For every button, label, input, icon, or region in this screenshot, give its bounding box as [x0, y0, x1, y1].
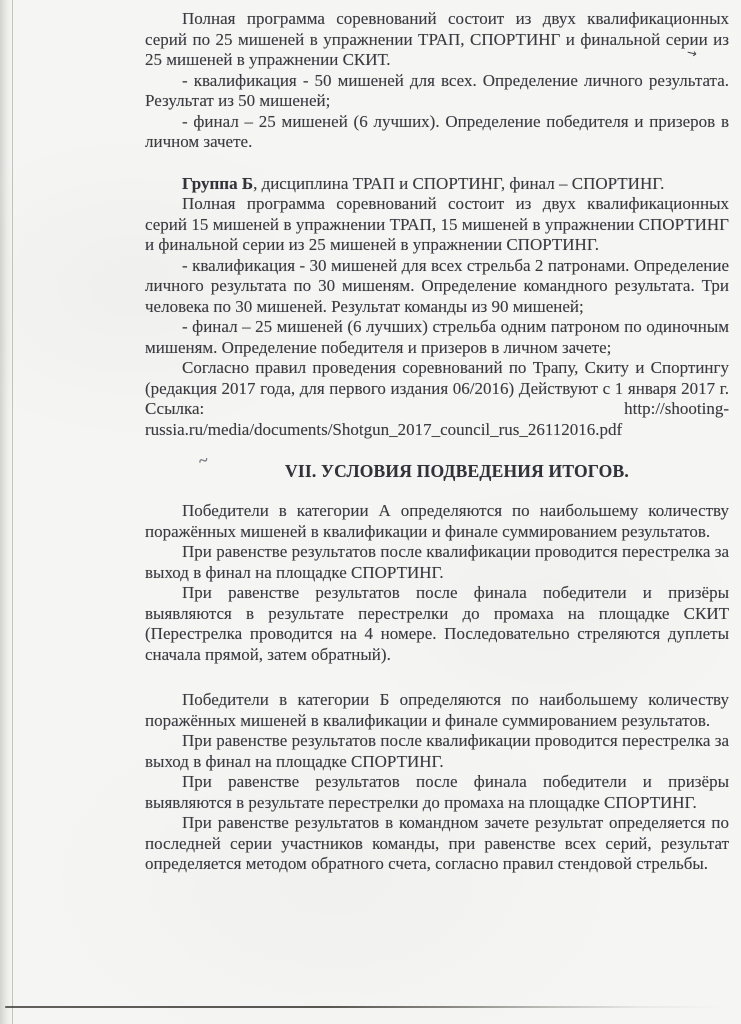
paragraph-tie-qualification-a: При равенстве результатов после квалификации проводится перестрелка за выход в финал на площадке СПОРТИНГ.	[145, 542, 729, 582]
group-b-label: Группа Б	[182, 173, 254, 193]
paragraph-qualification-group-a: - квалификация - 50 мишеней для всех. Определение личного результата. Результат из 50 мишеней;	[145, 70, 729, 110]
paragraph-winners-category-b: Победители в категории Б определяются по наибольшему количеству поражённых мишеней в квалификации и финале суммированием результатов.	[145, 690, 729, 730]
pen-squiggle-mark: ~	[197, 450, 210, 471]
paragraph-tie-final-a: При равенстве результатов после финала победители и призёры выявляются в результате перестрелки до промаха на площадке СКИТ (Перестрелка проводится на 4 номере. Последовательно стреляются дуплеты сначала прямой, затем обратный).	[145, 583, 729, 664]
paragraph-qualification-group-b: - квалификация - 30 мишеней для всех стрельба 2 патронами. Определение личного результата по 30 мишеням. Определение командного результата. Три человека по 30 мишеней. Результат команды из 90 мишеней;	[145, 255, 729, 316]
paragraph-tie-qualification-b: При равенстве результатов после квалификации проводится перестрелка за выход в финал на площадке СПОРТИНГ.	[145, 731, 729, 771]
paragraph-program-group-a: Полная программа соревнований состоит из двух квалификационных серий по 25 мишеней в упражнении ТРАП, СПОРТИНГ и финальной серии из 25 мишеней в упражнении СКИТ.	[145, 9, 729, 69]
scan-edge-shadow	[0, 0, 13, 1024]
section-vii-heading: VII. УСЛОВИЯ ПОДВЕДЕНИЯ ИТОГОВ.	[285, 461, 629, 481]
scan-bottom-edge-line	[5, 1006, 723, 1008]
paragraph-winners-category-a: Победители в категории А определяются по наибольшему количеству поражённых мишеней в квалификации и финале суммированием результатов.	[145, 501, 729, 541]
group-b-title-rest: , дисциплина ТРАП и СПОРТИНГ, финал – СПОРТИНГ.	[253, 173, 665, 193]
paragraph-tie-final-b: При равенстве результатов после финала победители и призёры выявляются в результате перестрелки до промаха на площадке СПОРТИНГ.	[145, 772, 729, 812]
group-b-title	[145, 174, 729, 195]
document-text	[145, 9, 729, 875]
paragraph-program-group-b: Полная программа соревнований состоит из двух квалификационных серий 15 мишеней в упражнении ТРАП, 15 мишеней в упражнении СПОРТИНГ и финальной серии из 25 мишеней в упражнении СПОРТИНГ.	[145, 194, 729, 254]
paragraph-team-tie-rule: При равенстве результатов в командном зачете результат определяется по последней серии участников команды, при равенстве всех серий, результат определяется методом обратного счета, согласно правил стендовой стрельбы.	[145, 813, 729, 873]
paragraph-rules-reference-link: Согласно правил проведения соревнований по Трапу, Скиту и Спортингу (редакция 2017 года, для первого издания 06/2016) Действуют с 1 января 2017 г. Ссылка: http://shooting-russia.ru/media/documents/Shotgun_2017_council_rus_26112016.pdf	[145, 358, 729, 439]
paragraph-final-group-a: - финал – 25 мишеней (6 лучших). Определение победителя и призеров в личном зачете.	[145, 111, 729, 151]
paragraph-final-group-b: - финал – 25 мишеней (6 лучших) стрельба одним патроном по одиночным мишеням. Определение победителя и призеров в личном зачете;	[145, 317, 729, 357]
pen-arrow-mark: →	[685, 44, 699, 62]
